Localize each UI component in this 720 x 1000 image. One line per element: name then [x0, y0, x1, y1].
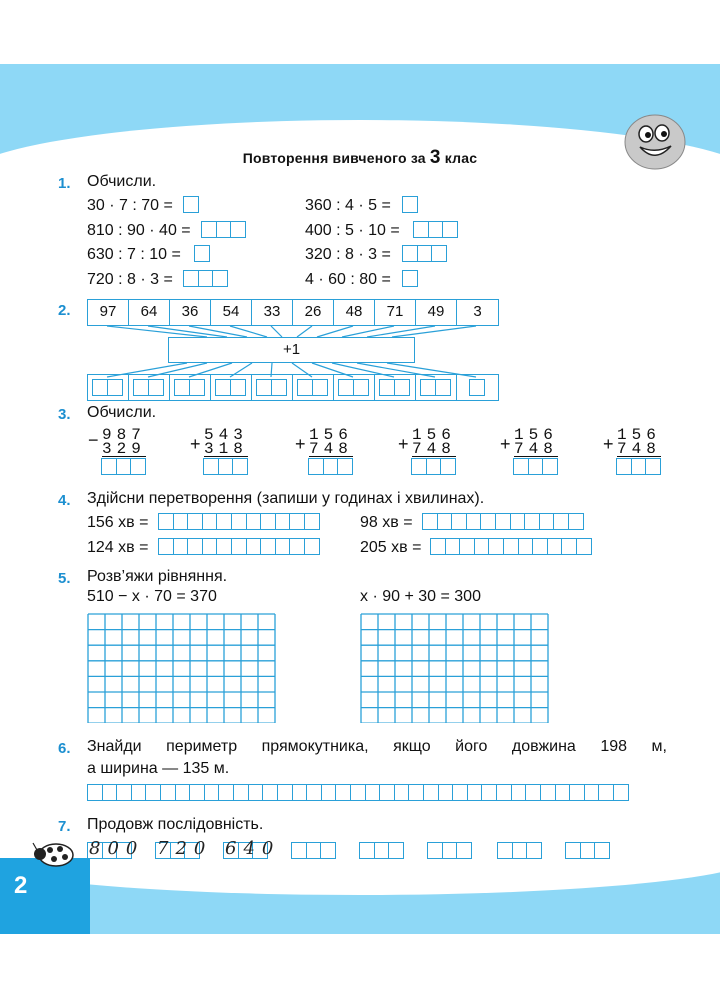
operation-sign: +: [295, 434, 306, 454]
cell[interactable]: [277, 784, 293, 801]
cell[interactable]: [474, 538, 490, 555]
answer-cells[interactable]: [201, 221, 245, 238]
cell[interactable]: [451, 513, 467, 530]
expression: 320 : 8 · 3 =: [305, 246, 391, 263]
value-cell: 33: [252, 300, 293, 325]
cell[interactable]: [553, 513, 569, 530]
cell[interactable]: [260, 513, 276, 530]
conversion-label: 205 хв =: [360, 539, 422, 556]
answer-slot[interactable]: [211, 375, 252, 400]
cell[interactable]: [540, 784, 556, 801]
cell[interactable]: [430, 538, 446, 555]
cell[interactable]: [187, 513, 203, 530]
answer-cells[interactable]: [616, 458, 660, 475]
answer-slot[interactable]: [457, 375, 498, 400]
cell[interactable]: [422, 513, 438, 530]
cell[interactable]: [555, 784, 571, 801]
cell[interactable]: [532, 538, 548, 555]
answer-cells[interactable]: [158, 513, 319, 530]
sequence-slot[interactable]: [291, 842, 335, 859]
cell[interactable]: [175, 784, 191, 801]
answer-cells[interactable]: [158, 538, 319, 555]
expression: 360 : 4 · 5 =: [305, 197, 391, 214]
value-cell: 64: [129, 300, 170, 325]
cell[interactable]: [189, 784, 205, 801]
task-number: 2.: [58, 302, 71, 319]
answer-slot[interactable]: [416, 375, 457, 400]
task-prompt: Продовж послідовність.: [87, 816, 264, 833]
cell[interactable]: [539, 513, 555, 530]
cell[interactable]: [160, 784, 176, 801]
answer-cells[interactable]: [203, 458, 247, 475]
cell[interactable]: [173, 513, 189, 530]
cell[interactable]: [292, 784, 308, 801]
answers-row[interactable]: [87, 374, 499, 401]
cell[interactable]: [480, 513, 496, 530]
expression: 630 : 7 : 10 =: [87, 246, 181, 263]
top-number: 156: [514, 426, 558, 444]
task-number: 7.: [58, 818, 71, 835]
title-text-end: клас: [440, 150, 478, 166]
handwritten-number: 800: [89, 838, 145, 859]
expression: 810 : 90 · 40 =: [87, 222, 191, 239]
column-numbers: [102, 428, 146, 457]
answer-cells[interactable]: [513, 458, 557, 475]
cell[interactable]: [467, 784, 483, 801]
cell[interactable]: [275, 538, 291, 555]
expression: 4 · 60 : 80 =: [305, 271, 391, 288]
value-cell: 26: [293, 300, 334, 325]
page-title: [0, 147, 720, 169]
cell[interactable]: [481, 784, 497, 801]
bottom-number: 318: [204, 440, 248, 458]
task-number: 3.: [58, 406, 71, 423]
title-text: Повторення вивченого за: [242, 150, 430, 166]
top-number: 156: [617, 426, 661, 444]
cell[interactable]: [187, 538, 203, 555]
cell[interactable]: [584, 784, 600, 801]
operation-sign: −: [88, 430, 99, 450]
bottom-number: 748: [309, 440, 353, 458]
cell[interactable]: [568, 513, 584, 530]
cell[interactable]: [204, 784, 220, 801]
operation-sign: +: [603, 434, 614, 454]
cell[interactable]: [379, 784, 395, 801]
answer-slot[interactable]: [170, 375, 211, 400]
expression: 720 : 8 · 3 =: [87, 271, 173, 288]
operation-sign: +: [190, 434, 201, 454]
equation: 510 − x · 70 = 370: [87, 588, 217, 605]
value-cell: 97: [88, 300, 129, 325]
column-numbers: [309, 428, 353, 457]
cell[interactable]: [260, 538, 276, 555]
cell[interactable]: [511, 784, 527, 801]
answer-cells[interactable]: [308, 458, 352, 475]
cell[interactable]: [569, 784, 585, 801]
task-prompt: Здійсни перетворення (запиши у годинах і хвилинах).: [87, 490, 485, 507]
cell[interactable]: [306, 784, 322, 801]
cell[interactable]: [262, 784, 278, 801]
task-number: 1.: [58, 175, 71, 192]
value-cell: 36: [170, 300, 211, 325]
answer-slot[interactable]: [334, 375, 375, 400]
column-numbers: [412, 428, 456, 457]
conversion-label: 98 хв =: [360, 514, 413, 531]
value-cell: 49: [416, 300, 457, 325]
cell[interactable]: [561, 538, 577, 555]
cell[interactable]: [289, 538, 305, 555]
answer-slot[interactable]: [129, 375, 170, 400]
cell[interactable]: [576, 538, 592, 555]
handwritten-number: 640: [225, 838, 281, 859]
bottom-number: 748: [617, 440, 661, 458]
top-number: 156: [309, 426, 353, 444]
answer-cells[interactable]: [422, 513, 583, 530]
cell[interactable]: [116, 784, 132, 801]
cell[interactable]: [275, 513, 291, 530]
cell[interactable]: [466, 513, 482, 530]
top-number: 156: [412, 426, 456, 444]
sequence-slot[interactable]: [497, 842, 541, 859]
work-grid[interactable]: [360, 613, 550, 723]
cell[interactable]: [394, 784, 410, 801]
cell[interactable]: [423, 784, 439, 801]
value-cell: 54: [211, 300, 252, 325]
cell[interactable]: [158, 538, 174, 555]
column-numbers: [514, 428, 558, 457]
bottom-number: 329: [102, 440, 146, 458]
cell[interactable]: [524, 513, 540, 530]
cell[interactable]: [445, 538, 461, 555]
task-number: 6.: [58, 740, 71, 757]
task-prompt: Знайди периметр прямокутника, якщо його довжина 198 м,: [87, 738, 667, 755]
cell[interactable]: [216, 538, 232, 555]
value-cell: 3: [473, 303, 482, 320]
cell[interactable]: [304, 513, 320, 530]
cell[interactable]: [202, 538, 218, 555]
answer-cells[interactable]: [194, 245, 209, 262]
cell[interactable]: [145, 784, 161, 801]
equation: x · 90 + 30 = 300: [360, 588, 481, 605]
answer-cells[interactable]: [402, 196, 417, 213]
column-numbers: [617, 428, 661, 457]
cell[interactable]: [202, 513, 218, 530]
cell[interactable]: [525, 784, 541, 801]
cell[interactable]: [131, 784, 147, 801]
task-prompt: Обчисли.: [87, 173, 157, 190]
page-number: 2: [14, 872, 28, 899]
cell[interactable]: [246, 513, 262, 530]
cell[interactable]: [173, 538, 189, 555]
cell[interactable]: [304, 538, 320, 555]
answer-cells[interactable]: [402, 245, 446, 262]
title-grade: 3: [429, 147, 441, 168]
operation-sign: +: [500, 434, 511, 454]
top-number: 987: [102, 426, 146, 444]
value-cell: 71: [375, 300, 416, 325]
cell[interactable]: [231, 513, 247, 530]
operation-box: +1: [168, 337, 415, 363]
conversion-label: 124 хв =: [87, 539, 149, 556]
cell[interactable]: [503, 538, 519, 555]
sequence-slot[interactable]: [427, 842, 471, 859]
cell[interactable]: [438, 784, 454, 801]
cell[interactable]: [102, 784, 118, 801]
cell[interactable]: [408, 784, 424, 801]
cell[interactable]: [158, 513, 174, 530]
cell[interactable]: [598, 784, 614, 801]
answer-cells[interactable]: [183, 196, 198, 213]
bottom-number: 748: [514, 440, 558, 458]
cell[interactable]: [350, 784, 366, 801]
answer-cells[interactable]: [411, 458, 455, 475]
answer-slot[interactable]: [88, 375, 129, 400]
cell[interactable]: [547, 538, 563, 555]
cell[interactable]: [218, 784, 234, 801]
bottom-number: 748: [412, 440, 456, 458]
expression: 30 · 7 : 70 =: [87, 197, 173, 214]
cell[interactable]: [335, 784, 351, 801]
cell[interactable]: [365, 784, 381, 801]
handwritten-number: 720: [157, 838, 213, 859]
cell[interactable]: [231, 538, 247, 555]
column-numbers: [204, 428, 248, 457]
task-prompt: Обчисли.: [87, 404, 157, 421]
answer-cells[interactable]: [413, 221, 457, 238]
cell[interactable]: [289, 513, 305, 530]
work-grid[interactable]: [87, 613, 277, 723]
cell[interactable]: [496, 784, 512, 801]
answer-slot[interactable]: [293, 375, 334, 400]
task-prompt-cont: а ширина — 135 м.: [87, 760, 230, 777]
cell[interactable]: [87, 784, 103, 801]
cell[interactable]: [488, 538, 504, 555]
task-prompt: Розв’яжи рівняння.: [87, 568, 228, 585]
cell[interactable]: [452, 784, 468, 801]
values-row: [87, 299, 499, 326]
answer-slot[interactable]: [252, 375, 293, 400]
answer-cells[interactable]: [402, 270, 417, 287]
sequence-slot[interactable]: [359, 842, 403, 859]
answer-cells[interactable]: [101, 458, 145, 475]
answer-cells[interactable]: [183, 270, 227, 287]
cell[interactable]: [248, 784, 264, 801]
cell[interactable]: [233, 784, 249, 801]
top-number: 543: [204, 426, 248, 444]
value-cell: 48: [334, 300, 375, 325]
cell[interactable]: [321, 784, 337, 801]
expression: 400 : 5 · 10 =: [305, 222, 400, 239]
cell[interactable]: [613, 784, 629, 801]
operation-sign: +: [398, 434, 409, 454]
conversion-label: 156 хв =: [87, 514, 149, 531]
cell[interactable]: [510, 513, 526, 530]
answer-cells[interactable]: [87, 784, 628, 801]
cell[interactable]: [216, 513, 232, 530]
cell[interactable]: [437, 513, 453, 530]
answer-cells[interactable]: [430, 538, 591, 555]
answer-slot[interactable]: [375, 375, 416, 400]
cell[interactable]: [495, 513, 511, 530]
sequence-slot[interactable]: [565, 842, 609, 859]
cell[interactable]: [246, 538, 262, 555]
task-number: 5.: [58, 570, 71, 587]
ladybug-icon: [32, 838, 76, 868]
task-number: 4.: [58, 492, 71, 509]
cell[interactable]: [518, 538, 534, 555]
cell[interactable]: [459, 538, 475, 555]
